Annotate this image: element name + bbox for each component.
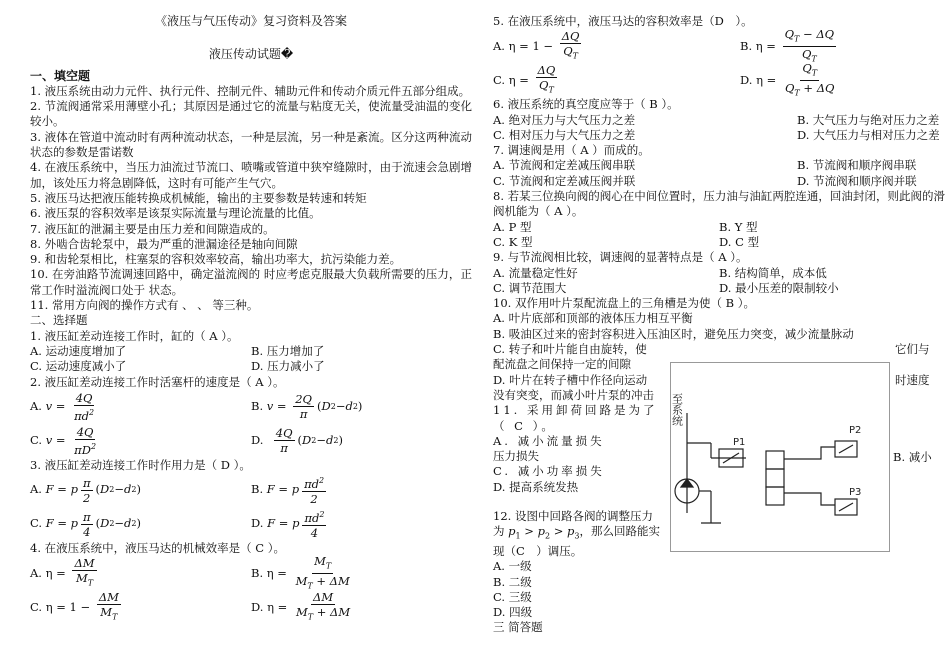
question-12-block: [493, 509, 663, 559]
formula-option: D. η = $\frac{Q_T}{Q_T + \Delta Q}$: [740, 60, 835, 98]
option: D. 压力减小了: [251, 359, 325, 374]
q4-options-cd: [30, 590, 472, 624]
document-title: 《液压与气压传动》复习资料及答案: [154, 14, 347, 28]
formula-option: B. η = $\frac{M_T}{M_T + \Delta M}$: [251, 553, 350, 591]
option: 配流盘之间保持一定的间隙: [493, 357, 631, 372]
fill-item: 2. 节流阀通常采用薄壁小孔；其原因是通过它的流量与粘度无关，使流量受油温的变化较小。: [30, 99, 472, 129]
q5-options-ab: [493, 26, 945, 64]
formula-option: A. v = $\frac{4Q}{\pi d^2}$: [30, 390, 95, 423]
option: C. 相对压力与大气压力之差: [493, 127, 636, 142]
choice-heading: 二、选择题: [30, 313, 88, 328]
q3-options-ab: [30, 473, 472, 507]
formula-option: A. η = 1 − $\frac{\Delta Q}{Q_T}$: [493, 29, 580, 61]
system-label: 至系统: [671, 393, 684, 426]
formula-option: D. F = p $\frac{\pi d^2}{4}$: [251, 510, 325, 541]
option: D. 提高系统发热: [493, 479, 579, 494]
formula-option: C. η = $\frac{\Delta Q}{Q_T}$: [493, 63, 556, 95]
option: D. 四级: [493, 605, 533, 620]
fill-item: 7. 液压缸的泄漏主要是由压力差和间隙造成的。: [30, 221, 275, 236]
question-11: 11. 采用卸荷回路是为了（ C ）。: [493, 403, 658, 433]
option: C. 运动速度减小了: [30, 359, 127, 374]
q6-options-cd: [493, 128, 945, 143]
option: D. 最小压差的限制较小: [719, 280, 839, 295]
q9-options-cd: [493, 281, 945, 296]
option: C. 减小功率损失: [493, 464, 605, 479]
option: 压力损失: [493, 449, 539, 464]
fill-item: 3. 液体在管道中流动时有两种流动状态，一种是层流，另一种是紊流。区分这两种流动状态的参数是雷诺数: [30, 129, 472, 160]
option: C. K 型: [493, 234, 533, 249]
p1-label: P1: [733, 437, 746, 448]
formula-option: B. η = $\frac{Q_T - \Delta Q}{Q_T}$: [740, 26, 835, 64]
q8-options-ab: [493, 220, 945, 235]
q7-options-cd: [493, 174, 945, 189]
document-subtitle: 液压传动试题�: [208, 47, 294, 62]
q10-option-d: D. 叶片在转子槽中作径向运动 时速度: [493, 372, 930, 387]
option: D. 节流阀和顺序阀并联: [797, 173, 917, 188]
option: A. 绝对压力与大气压力之差: [493, 112, 636, 127]
option: A. 运动速度增加了: [30, 343, 127, 358]
fill-item: 6. 液压泵的容积效率是该泵实际流量与理论流量的比值。: [30, 206, 321, 221]
option: C. 节流阀和定差减压阀并联: [493, 173, 636, 188]
fill-item: 8. 外啮合齿轮泵中，最为严重的泄漏途径是轴向间隙: [30, 236, 298, 251]
option: A. 一级: [493, 559, 532, 574]
q2-options-ab: [30, 390, 472, 424]
q1-options-cd: [30, 359, 472, 374]
fill-item: 5. 液压马达把液压能转换成机械能，输出的主要参数是转速和转矩: [30, 190, 367, 205]
left-column: [30, 0, 472, 624]
q1-options-ab: [30, 344, 472, 359]
fill-item: 4. 在液压系统中，当压力油流过节流口、喷嘴或管道中狭窄缝隙时，由于流速会急剧增加，该处压力将急剧降低，这时有可能产生气穴。: [30, 160, 472, 190]
question-7: 7. 调速阀是用（ A ）而成的。: [493, 143, 650, 158]
option: B. 大气压力与绝对压力之差: [797, 112, 940, 127]
p2-label: P2: [849, 425, 862, 436]
question-3: 3. 液压缸差动连接工作时作用力是（ D ）。: [30, 457, 251, 472]
q2-options-cd: [30, 424, 472, 458]
option: B. Y 型: [719, 219, 758, 234]
formula-option: A. η = $\frac{\Delta M}{M_T}$: [30, 556, 95, 588]
q4-options-ab: [30, 553, 472, 591]
question-1: 1. 液压缸差动连接工作时，缸的（ A ）。: [30, 328, 239, 343]
q9-options-ab: [493, 266, 945, 281]
option: A. 流量稳定性好: [493, 265, 578, 280]
p3-label: P3: [849, 487, 862, 498]
option: D. 大气压力与相对压力之差: [797, 127, 940, 142]
question-2: 2. 液压缸差动连接工作时活塞杆的速度是（ A ）。: [30, 374, 285, 389]
formula-option: B. F = p $\frac{\pi d^2}{2}$: [251, 476, 325, 507]
option: A. P 型: [493, 219, 532, 234]
option: B. 二级: [493, 574, 532, 589]
option: B. 吸油区过来的密封容积进入压油区时，避免压力突变，减少流量脉动: [493, 326, 854, 341]
formula-option: C. v = $\frac{4Q}{\pi D^2}$: [30, 424, 97, 457]
option: D. C 型: [719, 234, 760, 249]
option: B. 节流阀和顺序阀串联: [797, 158, 917, 173]
fill-item: 10. 在旁油路节流调速回路中，确定溢流阀的 时应考虑克服最大负载所需要的压力，正常工作时溢流阀口处于 状态。: [30, 267, 472, 297]
q7-options-ab: [493, 158, 945, 173]
option: 没有突变，而减小叶片泵的冲击: [493, 387, 654, 402]
question-6: 6. 液压系统的真空度应等于（ B ）。: [493, 97, 679, 112]
q11-option-b: B. 减小: [893, 450, 932, 464]
question-10: 10. 双作用叶片泵配流盘上的三角槽是为使（ B ）。: [493, 296, 755, 311]
short-answer-heading: 三 简答题: [493, 620, 543, 635]
formula-option: A. F = p $\frac{\pi}{2}$ ( D 2 − d 2 ): [30, 475, 141, 505]
formula-option: C. η = 1 − $\frac{\Delta M}{M_T}$: [30, 590, 119, 622]
option: A. 叶片底部和顶部的液体压力相互平衡: [493, 311, 693, 326]
q8-options-cd: [493, 235, 945, 250]
formula-option: B. v = $\frac{2Q}{\pi}$ ( D 2 − d 2 ): [251, 392, 363, 422]
question-9: 9. 与节流阀相比较，调速阀的显著特点是（ A ）。: [493, 250, 748, 265]
formula-option: D. η = $\frac{\Delta M}{M_T + \Delta M}$: [251, 590, 351, 622]
question-4: 4. 在液压系统中，液压马达的机械效率是（ C ）。: [30, 541, 285, 556]
option: B. 压力增加了: [251, 343, 325, 358]
fill-heading: 一、填空题: [30, 68, 91, 83]
circuit-diagram: [671, 363, 889, 551]
q6-options-ab: [493, 113, 945, 128]
formula-option: D. $\frac{4Q}{\pi}$ ( D 2 − d 2 ): [251, 426, 343, 456]
question-5: 5. 在液压系统中，液压马达的容积效率是（D ）。: [493, 14, 753, 28]
option: C. 三级: [493, 589, 532, 604]
option: B. 结构简单，成本低: [719, 265, 827, 280]
fill-item: 1. 液压系统由动力元件、执行元件、控制元件、辅助元件和传动介质元件五部分组成。: [30, 83, 471, 98]
hydraulic-circuit-figure: [670, 362, 890, 552]
q10-option-c: C. 转子和叶片能自由旋转，使 它们与: [493, 342, 930, 357]
formula-option: C. F = p $\frac{\pi}{4}$ ( D 2 − d 2 ): [30, 509, 142, 539]
question-8: 8. 若某三位换向阀的阀心在中间位置时，压力油与油缸两腔连通，回油封闭，则此阀的滑阀机能为（ A ）。: [493, 189, 945, 219]
question-12: 12. 设图中回路各阀的调整压力 为 $p_1 > p_2 > p_3$，那么回路能实现（C ）调压。: [493, 509, 660, 558]
fill-item: 11. 常用方向阀的操作方式有 、 、 等三种。: [30, 298, 259, 313]
fill-item: 9. 和齿轮泵相比，柱塞泵的容积效率较高，输出功率大，抗污染能力差。: [30, 252, 402, 267]
q5-options-cd: [493, 60, 945, 98]
q3-options-cd: [30, 507, 472, 541]
option: C. 调节范围大: [493, 280, 567, 295]
question-11-block: 11. 采用卸荷回路是为了（ C ）。 A. 减小流量损失: [493, 403, 663, 449]
option: A. 节流阀和定差减压阀串联: [493, 158, 636, 173]
